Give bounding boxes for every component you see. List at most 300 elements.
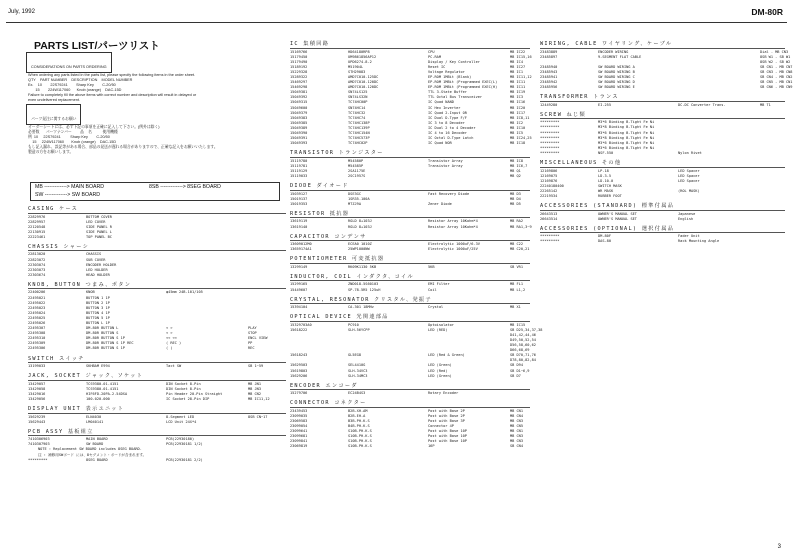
part-location: MB CN2 — [248, 391, 261, 396]
part-description: PCB(22930181 2/2) — [166, 457, 203, 462]
part-name: SW BOARD WIRING D — [598, 80, 635, 85]
part-description: (ROL MASK) — [678, 188, 700, 193]
part-location: MB D4 — [510, 196, 521, 201]
part-location — [760, 239, 785, 244]
section-block — [540, 225, 785, 245]
part-name: DSE3GC — [348, 191, 361, 196]
part-location: MB IC20 — [510, 105, 526, 110]
part-row — [290, 374, 530, 379]
section-block — [28, 372, 286, 402]
section-title: ACCESSORIES (STANDARD) 標準付属品 — [540, 203, 675, 210]
part-number: 23099681 — [290, 434, 308, 439]
section-title: ACCESSORIES (OPTIONAL) 選択付属品 — [540, 225, 675, 232]
part-location: MB FL1 — [510, 282, 523, 287]
part-number: ********* — [540, 150, 560, 155]
section-rule — [540, 210, 785, 211]
part-description: LED (Green) — [428, 363, 452, 368]
part-description: 8-Segment LED — [166, 414, 195, 419]
part-name: KNOB — [86, 290, 95, 295]
part-number: 22813020 — [28, 252, 46, 257]
section-block — [540, 202, 785, 222]
part-name: RGLD 8+103J — [348, 224, 372, 229]
part-name: DAS-80 — [598, 239, 611, 244]
part-description: IC 3 to 8 Decoder — [428, 120, 465, 125]
part-description: PCB(22930181 1/2) — [166, 442, 203, 447]
part-number: 15019137 — [290, 196, 308, 201]
part-name: SIDE PANEL L — [86, 229, 112, 234]
part-location: MB CN4 — [510, 413, 523, 418]
part-name: STH29083 — [348, 69, 366, 74]
section-block — [290, 296, 530, 311]
part-location: MB IC19 — [510, 90, 526, 95]
part-description: 5KB — [428, 264, 435, 269]
ordering-jp-intro: オーダーシートには、必ず下記の事項を正確に記入して下さい。(例外は除く) — [28, 125, 160, 129]
board-legend-mb: MB -------------> MAIN BOARD — [35, 184, 105, 190]
part-name: SEL4410G — [348, 363, 366, 368]
part-number: 15629239 — [28, 414, 46, 419]
part-description: LED (Red & Green) — [428, 353, 465, 358]
part-number: 15049383 — [290, 115, 308, 120]
part-location: D78,80,82,84 — [510, 358, 536, 363]
part-location: MB IC17 — [510, 110, 526, 115]
part-row — [290, 288, 530, 293]
part-description: LED (Green) — [428, 373, 452, 378]
ordering-cols: QTY PART NUMBER DESCRIPTION MODEL NUMBER — [28, 78, 133, 82]
section-rule — [540, 48, 785, 49]
part-description: IC Dual 2 to 4 Decoder — [428, 125, 476, 130]
part-row — [540, 239, 785, 244]
part-location: D49,50,52,54 — [510, 337, 536, 342]
part-description: Post with Base 10P — [428, 439, 467, 444]
part-number: 22400206 — [28, 290, 46, 295]
section-title: TRANSISTOR トランジスター — [290, 150, 384, 157]
page-header-date: July, 1992 — [8, 9, 35, 15]
part-name: TC74HC00P — [348, 100, 368, 105]
part-row — [290, 391, 530, 396]
part-description: EP-ROM 1MBit (Programmed EXEC(L) — [428, 80, 498, 85]
page-number: 3 — [777, 544, 781, 550]
part-number: 13429016 — [28, 391, 46, 396]
section-block — [290, 382, 530, 397]
part-location: SB D7 — [510, 373, 521, 378]
part-description: Post with Base 10P — [428, 434, 467, 439]
part-number: 23485942 — [540, 80, 558, 85]
part-number: 13429057 — [28, 381, 46, 386]
part-number: 23485941 — [540, 74, 558, 79]
part-location: SB CN4 - MB CN2 — [760, 74, 793, 79]
part-name: 9-SEGMENT FLAT CABLE — [598, 54, 642, 59]
part-name: B3B-PH-K-S — [348, 419, 370, 423]
part-name: TOP PANEL BC — [86, 234, 112, 239]
part-name: SIDE PANEL R — [86, 224, 112, 229]
part-description: Japanese — [678, 211, 696, 216]
part-location: MB RA2 — [510, 219, 523, 224]
part-name: CHASSIS — [86, 252, 102, 257]
part-description: < > — [166, 331, 173, 336]
section-block — [290, 210, 530, 230]
part-name: MAIN BOARD — [86, 437, 108, 442]
part-row — [290, 247, 530, 252]
section-rule — [28, 435, 286, 436]
section-title: KNOB, BUTTON つまみ、ボタン — [28, 281, 132, 288]
ordering-jp-text — [28, 125, 284, 155]
part-name: SN74LS125 — [348, 90, 368, 95]
part-number: 15049393 — [290, 141, 308, 146]
part-description: Post with Base 3P — [428, 419, 465, 423]
part-location: MB IC15 — [510, 322, 526, 327]
section-rule — [290, 389, 530, 390]
part-location: 8SB W1 - SB W1 — [760, 54, 791, 59]
part-number: 22240180400 — [540, 183, 564, 188]
part-number: 15049391 — [290, 136, 308, 141]
part-location: MB CN3 — [510, 419, 523, 423]
section-rule — [540, 101, 785, 102]
part-name: BUTTON 3 1P — [86, 305, 110, 310]
part-description: LED Spacer — [678, 178, 700, 183]
part-name: ENCODER HOLDER — [86, 262, 117, 267]
section-block — [540, 93, 785, 108]
part-number: 15049600 — [290, 105, 308, 110]
part-location: MB CN1 — [510, 408, 523, 413]
part-location: D56,58,60,62 — [510, 343, 536, 348]
part-row — [290, 265, 530, 270]
section-title: RESISTOR 抵抗器 — [290, 210, 350, 217]
part-name: SLH-34MC3 — [348, 373, 368, 378]
board-legend-sw: SW -------------> SW BOARD — [35, 192, 100, 198]
pcb-note: 注 : 補修用SWボード には、8セグメント・ボードが含まれます。 — [38, 452, 147, 457]
part-name: 1SR35-100A — [348, 196, 370, 201]
part-location: MB Q2 — [510, 174, 521, 179]
part-number: 15049390 — [290, 131, 308, 135]
part-description: IC Quad NAND — [428, 100, 454, 105]
part-number: 23099054 — [290, 424, 308, 429]
part-row — [290, 202, 530, 207]
part-name: AMD7C010-125DC — [348, 74, 379, 79]
part-description: IC Quad 2-Input OR — [428, 110, 467, 115]
part-number: 22219534 — [540, 193, 558, 198]
part-location — [760, 151, 785, 156]
board-legend — [30, 182, 280, 201]
part-name: B4B-PH-K-S — [348, 424, 370, 429]
part-number: 12169075 — [540, 173, 558, 178]
section-block — [290, 255, 530, 270]
part-description: Reset IC — [428, 64, 446, 69]
part-name: HEAD HOLDER — [86, 272, 110, 277]
part-number: 15179490 — [290, 59, 308, 64]
section-block — [28, 281, 286, 352]
part-name: TCS9380-01-4151 — [86, 386, 119, 391]
part-description: Optoisolator — [428, 322, 454, 327]
section-title: IC 集積回路 — [290, 41, 330, 47]
section-rule — [540, 118, 785, 119]
part-description: < > — [166, 326, 173, 331]
part-name: S10B-PH-K-S — [348, 429, 372, 434]
part-number: 15119781 — [290, 163, 308, 168]
part-location: ENCL VIEW — [248, 336, 268, 341]
part-row — [290, 141, 530, 146]
section-rule — [290, 280, 530, 281]
section-block — [28, 243, 286, 278]
part-name: UPD6274-8-2 — [348, 59, 372, 64]
part-number: 15329703A0 — [290, 322, 312, 327]
section-rule — [28, 362, 286, 363]
section-rule — [290, 217, 530, 218]
part-description: Connector 4P — [428, 424, 454, 429]
part-description: Electrolytic 1000uF/25V — [428, 247, 478, 252]
part-name: TC74HC74 — [348, 115, 366, 120]
part-row — [290, 174, 530, 179]
ordering-ex1: Ex. 10 22S79241 Sharp Key C-20/50 — [28, 83, 116, 87]
part-location: MB C20,21 — [510, 247, 530, 252]
part-number: 7410306903 — [28, 437, 50, 442]
page-header-model: DM-80R — [751, 7, 783, 17]
ordering-jp-ex2: 15 224W117060 Knob (orange) DAC-15D — [28, 140, 117, 144]
part-description: Resistor Array 10Kohm*4 — [428, 219, 478, 224]
part-name: LED HOLDER — [86, 267, 108, 272]
part-description: Electrolytic 1000uF/6.3V — [428, 242, 480, 247]
section-title: OPTICAL DEVICE 光関連部品 — [290, 314, 389, 321]
section-rule — [28, 213, 286, 214]
part-number: 7410307903 — [28, 442, 50, 447]
part-name: S10B-PH-K-S — [348, 434, 372, 439]
part-description: Fader Unit — [678, 234, 700, 239]
part-location: MB C22 — [510, 242, 523, 247]
section-block — [290, 273, 530, 293]
part-number: 15049379 — [290, 110, 308, 115]
part-number: 22495310 — [28, 336, 46, 341]
part-description: PCB(22930180) — [166, 437, 195, 442]
part-number: 13619119 — [290, 219, 308, 224]
part-row — [28, 273, 286, 278]
part-location: MB L1,2 — [510, 287, 526, 292]
part-location — [760, 217, 785, 222]
part-location — [248, 420, 286, 425]
section-title: SCREW ねじ類 — [540, 111, 587, 118]
part-number: 22495021 — [28, 295, 46, 300]
part-name: M54580P — [348, 158, 364, 163]
ordering-jp-note1: もし記入漏れ、誤記等がある場合、部品の発送が遅れる場合がありますので、正確な記入をお願いいたします。 — [28, 145, 218, 149]
part-description — [678, 85, 760, 90]
ordering-jp-heading-box — [26, 104, 81, 125]
part-number: 22303073 — [28, 267, 46, 272]
part-number: 22130915 — [28, 229, 46, 234]
section-rule — [28, 380, 286, 381]
part-name: S10B-PH-K-S — [348, 444, 372, 449]
part-description: LCD Unit 24X*4 — [166, 419, 197, 424]
part-name: 2SC1957S — [348, 174, 366, 179]
section-title: TRANSFORMER トランス — [540, 94, 619, 101]
part-location: MB CN3 — [510, 434, 523, 439]
part-number: 15049389 — [290, 125, 308, 130]
part-description: Fast Recovery Diode — [428, 191, 470, 196]
part-location: MB CN5 — [510, 424, 523, 429]
part-number: 22829957 — [28, 219, 46, 224]
part-number: 23069583 — [290, 419, 308, 423]
part-name: DM-80R BUTTON S 1P — [86, 346, 125, 351]
part-location: MB IC15,16 — [510, 54, 532, 59]
part-description — [166, 235, 248, 240]
ordering-note2: even undelivered replacement. — [28, 98, 80, 102]
part-name: TC74HC139P — [348, 125, 370, 130]
part-name: TC74HC573P — [348, 136, 370, 141]
section-title: PCB ASSY 基板組立 — [28, 428, 94, 435]
section-title: ENCODER エンコーダ — [290, 382, 358, 389]
part-location: PP — [248, 341, 253, 346]
part-name: M3*8 Binding B-Tight Fe Ni — [598, 125, 655, 130]
part-number: 13299149 — [290, 264, 308, 269]
ordering-text — [28, 73, 284, 103]
part-number: 15049381 — [290, 90, 308, 95]
part-number: ********* — [540, 140, 560, 145]
part-name: ECEA0 1010Z — [348, 242, 372, 247]
part-location: MB X1 — [510, 305, 521, 310]
part-description: LED Spacer — [678, 173, 700, 178]
part-name: RUBBER FOOT — [598, 193, 622, 198]
part-location: STOP — [248, 331, 257, 336]
part-row — [28, 458, 286, 463]
part-location: Dial - MB CN3 — [760, 49, 789, 54]
part-name: M3*6 Binding B-Tight Fe Ni — [598, 130, 655, 135]
part-location: 8SB W2 - SB W2 — [760, 59, 791, 64]
pcb-note: NOTE : Replacement SW BOARD includes 8SEG BOARD. — [38, 447, 142, 452]
part-number: 13429056 — [28, 396, 46, 401]
header-rule — [6, 22, 787, 23]
part-number: 22495024 — [28, 310, 46, 315]
ordering-heading: CONSIDERATIONS ON PARTS ORDERING — [31, 65, 107, 69]
part-description: Transistor Array — [428, 163, 463, 168]
part-number: 15618243 — [290, 353, 308, 358]
part-name: PC910 — [348, 322, 359, 327]
section-block — [540, 159, 785, 199]
ordering-intro: When ordering any parts listed in the parts list, please specify the following items in the order sheet. — [28, 73, 196, 77]
part-number: 22829976 — [28, 214, 46, 219]
part-location: MB IC8,11 — [510, 115, 530, 120]
part-location — [248, 442, 286, 447]
part-number: 15469297 — [290, 80, 308, 85]
part-name: LM040141 — [86, 419, 104, 424]
part-number: 13199033 — [28, 364, 46, 369]
section-block — [290, 233, 530, 253]
part-name: OWNER'S MANUAL SET — [598, 216, 637, 221]
part-number: 22495026 — [28, 321, 46, 325]
section-block — [290, 399, 530, 449]
part-location: MB T1 — [760, 102, 771, 107]
part-description: English — [678, 216, 694, 221]
part-name: TCS9380-01-4151 — [86, 381, 119, 386]
part-number: 15394104 — [290, 305, 308, 310]
part-number: 15299165 — [290, 282, 308, 287]
part-location: PLAY — [248, 326, 257, 331]
part-description: Post with Base 10P — [428, 429, 467, 434]
part-name: RK09K1130 5KB — [348, 264, 377, 269]
part-name: DM-80R BUTTON S 1P REC — [86, 341, 134, 346]
part-description: Nylon Rivet — [678, 150, 702, 155]
part-name: 8SEG BOARD — [86, 457, 108, 462]
part-number: 22495309 — [28, 341, 46, 346]
part-name: GL5EG8 — [348, 353, 361, 358]
part-number: 15119033 — [290, 174, 308, 179]
part-name: S10B-PH-K-S — [348, 439, 372, 444]
part-number: 22495022 — [28, 300, 46, 305]
part-location: SB CN1 - MB CN7 — [760, 64, 793, 69]
part-name: B2B-EH-A — [348, 413, 366, 418]
part-description: IC Octal D-Type Latch — [428, 136, 474, 141]
section-rule — [28, 250, 286, 251]
part-location: MB IC11 — [510, 80, 526, 85]
part-name: SLH-56YCPP — [348, 327, 370, 332]
part-number: 22495023 — [28, 305, 46, 310]
part-row — [28, 397, 286, 402]
section-block — [28, 428, 286, 463]
part-location — [248, 458, 286, 463]
part-description: Rotary Encoder — [428, 391, 459, 396]
part-number: 15039127 — [290, 191, 308, 196]
part-description: Tact SW — [166, 364, 182, 369]
part-location: MB IC18 — [510, 141, 526, 146]
part-number: 13609012M0 — [290, 242, 312, 247]
part-location — [510, 391, 530, 396]
part-description: Voltage Regulator — [428, 69, 465, 74]
part-row — [540, 85, 793, 90]
part-name: BUTTON 5 1P — [86, 315, 110, 320]
section-title: WIRING, CABLE ワイヤリング、ケーブル — [540, 41, 673, 47]
left-column — [28, 205, 286, 466]
ordering-ex2: 15 224W117060 Knob (orange) DAC-15D — [28, 88, 122, 92]
part-number: 23485897 — [540, 54, 558, 59]
part-description: TTL 3-State Buffer — [428, 90, 467, 95]
ordering-heading-box — [26, 52, 112, 73]
part-location: D66,68,69 — [510, 348, 530, 353]
part-number: 23483889 — [540, 49, 558, 54]
part-row — [290, 225, 530, 230]
part-description: IC Dual D-Type F/F — [428, 115, 467, 120]
part-location: MB CN3 — [510, 439, 523, 444]
section-title: JACK, SOCKET ジャック、ソケット — [28, 373, 144, 380]
part-number: 15119129 — [290, 168, 308, 173]
part-name: CA-301 18MHz — [348, 305, 374, 310]
section-title: CASING ケース — [28, 206, 79, 212]
section-rule — [28, 413, 286, 414]
part-number: 15049385 — [290, 120, 308, 125]
part-number: 26643513 — [540, 211, 558, 216]
part-location: SB D1~6,9 — [510, 368, 530, 373]
part-name: RGLD 8+103J — [348, 219, 372, 224]
part-location: D41,42,44,46 — [510, 332, 536, 337]
part-name: AMD7C010-120DC — [348, 85, 379, 90]
part-location — [760, 194, 785, 199]
section-title: DIODE ダイオード — [290, 183, 349, 190]
part-name: SN74LS32N — [348, 95, 368, 100]
part-name: AMD7C010-120DC — [348, 80, 379, 85]
part-name: TC74HC32 — [348, 110, 366, 115]
part-description: DC-DC Converter Trans. — [678, 102, 726, 107]
part-location: MB CN1 — [510, 429, 523, 434]
part-number: ********* — [540, 125, 560, 130]
part-name: EI-255 — [598, 102, 611, 107]
part-number: 15049315 — [290, 100, 308, 105]
section-title: DISPLAY UNIT 表示ユニット — [28, 406, 125, 413]
part-number: 22495308 — [28, 331, 46, 336]
section-block — [28, 205, 286, 240]
part-number: 15119780 — [290, 158, 308, 163]
part-number: 15169766 — [290, 49, 308, 54]
part-description: Post with Base 2P — [428, 413, 465, 418]
part-number: 22823072 — [28, 257, 46, 262]
part-location: SB D94 — [510, 363, 523, 368]
ordering-jp-cols: 必要数 パーツナンバー 品 名 使用機種 — [28, 130, 118, 134]
ordering-jp-ex1: 例 10 22S79241 Sharp Key C-20/50 — [28, 135, 110, 139]
part-name: LD-3-5 — [598, 173, 611, 178]
